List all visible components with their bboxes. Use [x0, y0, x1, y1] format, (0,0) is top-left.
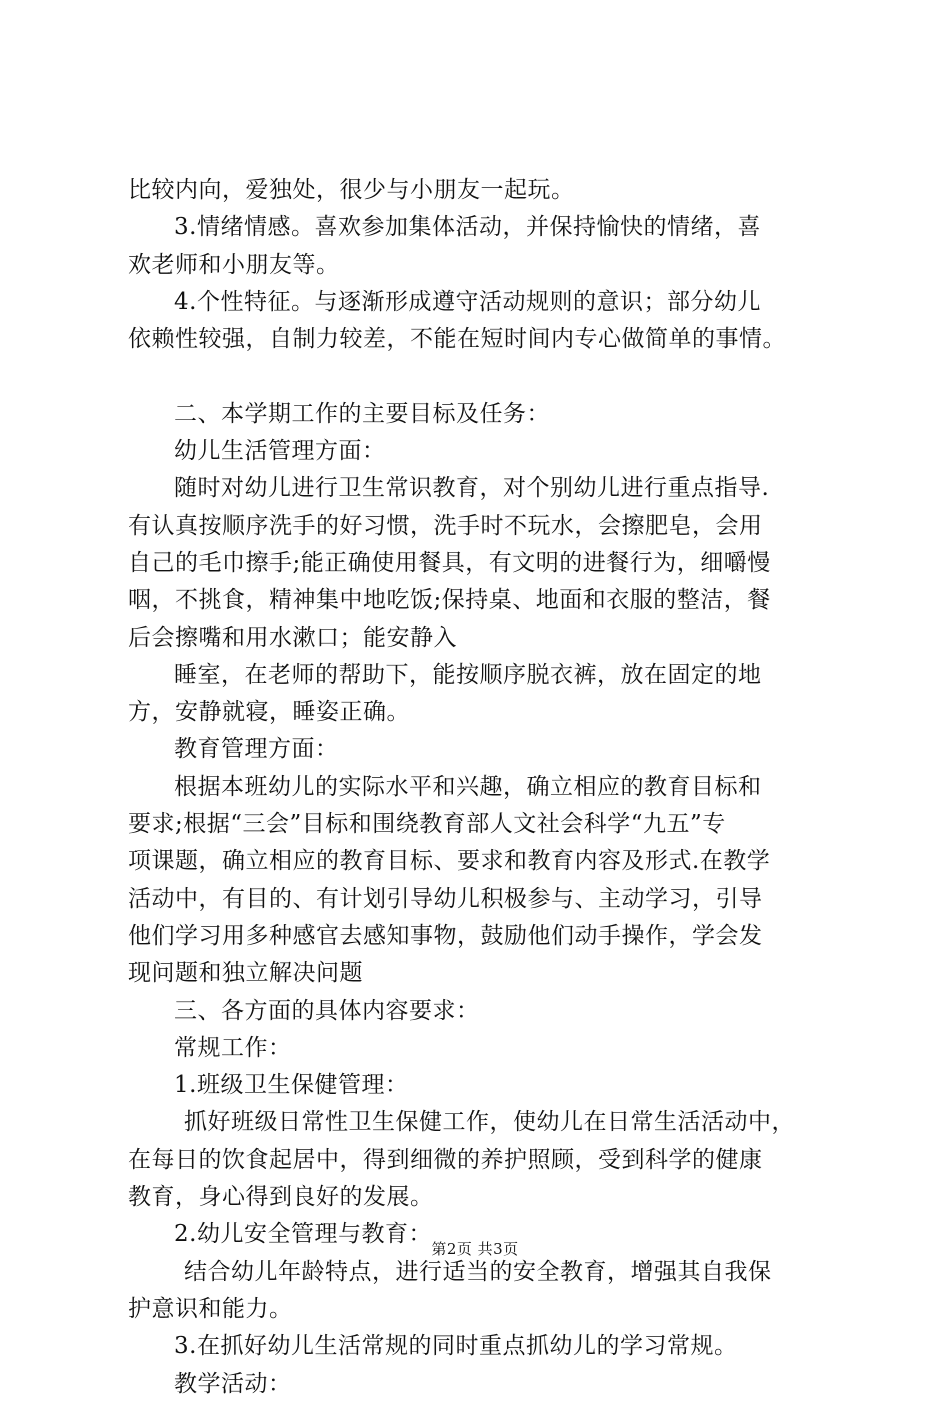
subsection-heading: 幼儿生活管理方面：: [174, 438, 386, 465]
paragraph-line: 要求;根据“三会”目标和围绕教育部人文社会科学“九五”专: [128, 811, 726, 838]
paragraph-line: 有认真按顺序洗手的好习惯，洗手时不玩水，会擦肥皂，会用: [128, 512, 763, 539]
paragraph-line: 3.情绪情感。喜欢参加集体活动，并保持愉快的情绪，喜: [174, 214, 761, 241]
paragraph-line: 咽，不挑食，精神集中地吃饭;保持桌、地面和衣服的整洁，餐: [128, 587, 771, 614]
paragraph-line: 在每日的饮食起居中，得到细微的养护照顾，受到科学的健康: [128, 1146, 763, 1173]
paragraph-line: 依赖性较强，自制力较差，不能在短时间内专心做简单的事情。: [128, 326, 786, 353]
paragraph-line: 随时对幼儿进行卫生常识教育，对个别幼儿进行重点指导.: [174, 475, 770, 502]
section-heading: 二、本学期工作的主要目标及任务：: [174, 400, 550, 427]
subsection-heading: 教育管理方面：: [174, 736, 339, 763]
subsection-heading: 教学活动：: [174, 1370, 292, 1397]
paragraph-line: 比较内向，爱独处，很少与小朋友一起玩。: [128, 177, 575, 203]
paragraph-line: 方，安静就寝，睡姿正确。: [128, 699, 410, 726]
paragraph-line: 自己的毛巾擦手;能正确使用餐具，有文明的进餐行为，细嚼慢: [128, 549, 771, 576]
paragraph-line: 欢老师和小朋友等。: [128, 251, 340, 278]
paragraph-line: 护意识和能力。: [128, 1295, 293, 1322]
subsection-heading: 常规工作：: [174, 1034, 292, 1061]
paragraph-gap: [128, 358, 838, 395]
paragraph-line: 现问题和独立解决问题: [128, 960, 363, 987]
section-heading: 三、各方面的具体内容要求：: [174, 997, 480, 1024]
paragraph-line: 教育，身心得到良好的发展。: [128, 1184, 434, 1211]
paragraph-line: 4.个性特征。与逐渐形成遵守活动规则的意识；部分幼儿: [174, 288, 761, 315]
subsection-heading: 1.班级卫生保健管理：: [174, 1072, 409, 1099]
paragraph-line: 3.在抓好幼儿生活常规的同时重点抓幼儿的学习常规。: [174, 1333, 738, 1360]
paragraph-line: 活动中，有目的、有计划引导幼儿积极参与、主动学习，引导: [128, 885, 763, 912]
paragraph-line: 后会擦嘴和用水漱口；能安静入: [128, 624, 457, 651]
paragraph-line: 项课题，确立相应的教育目标、要求和教育内容及形式.在教学: [128, 848, 771, 875]
paragraph-line: 根据本班幼儿的实际水平和兴趣，确立相应的教育目标和: [174, 773, 762, 800]
subsection-heading: 2.幼儿安全管理与教育：: [174, 1221, 432, 1248]
paragraph-line: 睡室，在老师的帮助下，能按顺序脱衣裤，放在固定的地: [174, 661, 762, 688]
paragraph-line: 结合幼儿年龄特点，进行适当的安全教育，增强其自我保: [184, 1258, 772, 1285]
paragraph-line: 抓好班级日常性卫生保健工作，使幼儿在日常生活活动中，: [184, 1109, 795, 1136]
paragraph-line: 他们学习用多种感官去感知事物，鼓励他们动手操作，学会发: [128, 922, 763, 949]
page-number-footer: 第2页 共3页: [431, 1240, 519, 1258]
document-body: [128, 172, 838, 1403]
